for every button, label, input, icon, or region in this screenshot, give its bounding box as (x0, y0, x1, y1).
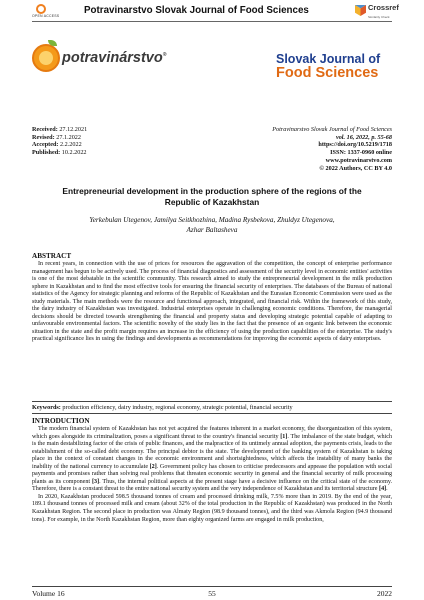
pubinfo-site-link[interactable]: www.potravinarstvo.com (325, 156, 392, 164)
keywords: Keywords: production efficiency, dairy industry, regional economy, strategic potential, financial security (32, 404, 293, 411)
footer-page-number: 55 (208, 589, 216, 598)
sjfs-logo (276, 53, 380, 81)
open-access-label: OPEN ACCESS (32, 14, 60, 18)
article-title: Entrepreneurial development in the production sphere of the regions of the Republic of Kazakhstan (62, 186, 362, 207)
pubinfo-volume: vol. 16, 2022, p. 55-68 (335, 133, 392, 141)
citation-4[interactable]: [4] (379, 486, 387, 493)
citation-2[interactable]: [2] (149, 463, 157, 470)
date-revised: Revised: 27.1.2022 (32, 133, 81, 141)
orange-icon (32, 44, 60, 72)
leaf-icon (48, 40, 57, 46)
footer-rule (32, 586, 392, 587)
pubinfo-copyright: © 2022 Authors, CC BY 4.0 (319, 164, 392, 172)
abstract-heading: ABSTRACT (32, 252, 72, 260)
publication-info (272, 126, 392, 172)
sjfs-logo-line2: Food Sciences (276, 65, 379, 81)
open-access-lock-icon (36, 4, 46, 14)
crossref-label: Crossref (368, 3, 399, 12)
potravinarstvo-logo (32, 44, 167, 84)
footer-volume: Volume 16 (32, 589, 65, 598)
potravinarstvo-wordmark: potravinárstvo® (62, 50, 167, 66)
date-published: Published: 10.2.2022 (32, 149, 87, 157)
open-access-logo (32, 4, 60, 20)
crossref-icon (355, 5, 366, 16)
article-dates (32, 126, 87, 157)
citation-1[interactable]: [1] (280, 433, 288, 440)
keywords-bottom-rule (32, 413, 392, 414)
sjfs-logo-line1: Slovak Journal of (276, 52, 381, 66)
introduction-paragraph-2: In 2020, Kazakhstan produced 598.5 thousand tonnes of cream and processed drinking milk, 7.5% more than in 2019. By the end of the year, 189.1 thousand tonnes of processed milk and cream (about 32% of the total production in the Republic of Kazakhstan) was produced in the North Kazakhstan Region. The second place in production was Almaty Region (98.9 thousand tonnes), and the third was Akmola Region (94.9 thousand tons). For example, in the North Kazakhstan Region, more than eighty organized farms are engaged in milk production, (32, 493, 392, 523)
pubinfo-journal: Potravinarstvo Slovak Journal of Food Sciences (272, 126, 392, 133)
crossref-sub-label: Similarity Check (368, 15, 390, 19)
citation-3[interactable]: [3] (92, 478, 100, 485)
pubinfo-doi-link[interactable]: https://doi.org/10.5219/1718 (318, 141, 392, 149)
introduction-heading: INTRODUCTION (32, 417, 90, 425)
date-received: Received: 27.12.2021 (32, 126, 88, 133)
introduction-paragraph-1: The modern financial system of Kazakhstan has not yet acquired the features inherent in a market economy, the disorganization of this system, which goes alongside its criminalization, poses a significant threat to the country's financial security [1]. The imbalance of the state budget, which is the main destabilizing factor of the crisis of public finances, and the malpractice of its untimely annual adoption, the payments crisis, leads to the establishment of the so-called debt economy. The principal debtor is the state. The development of the banking system of Kazakhstan is taking place in the context of constant changes in the economic environment and shortsightedness, which affects the instability of many banks the inability of the national currency to accumulate [2]. Government policy has chosen to criticise predecessors and appease the population with social payments and promises rather than solving real problems that threaten economic security in general and the financial security of milk processing plants as its component [3]. Thus, the internal political aspects at the present stage have a decisive influence on the critical state of the economy. Therefore, there is a constant threat to the entire national security system and the very independence of Kazakhstan and its territorial structure [4]. (32, 426, 393, 493)
article-authors: Yerkebulan Utegenov, Jamilya Seitkhozhina, Madina Rysbekova, Zhuldyz Utegenova, Azhar Baltasheva (89, 216, 335, 234)
introduction-text (32, 426, 392, 524)
journal-header-title: Potravinarstvo Slovak Journal of Food Sciences (84, 5, 309, 16)
keywords-top-rule (32, 401, 392, 402)
pubinfo-issn: ISSN: 1337-0960 online (330, 149, 392, 157)
header-divider (32, 21, 392, 22)
date-accepted: Accepted: 2.2.2022 (32, 141, 82, 149)
crossref-badge[interactable] (355, 3, 399, 21)
footer-year: 2022 (377, 589, 392, 598)
abstract-text: In recent years, in connection with the use of prices for resources the aggravation of the competition, the concept of enterprise performance management has begun to be actively used. The process of financial diagnostics and assessment of the security level in economic entities' activities is one of the most debatable in the scientific community. This research aimed to study the entrepreneurial development in the milk production sphere in Kazakhstan and to find the most effective tools for ensuring the financial security of enterprises. The databases of the Bureau of national statistics of the Agency for strategic planning and reforms of the Republic of Kazakhstan and the Eurasian Economic Commission were used as the study materials. The main methods were the resource and functional approach, integrated, and financial risk. Within the framework of this study, the dairy industry of Kazakhstan was investigated. Industrial enterprises operate in challenging economic conditions. Therefore, the managerial decisions should be directed towards strengthening the financial and property status and developing strategic potential capable of adapting to unfavourable environmental factors. The scientific novelty of the study lies in the fact that the presence of an organic link between the economic situation in the state and the profit margin requires an increase in the efficiency of using the production capabilities of the enterprise. The study's practical significance lies in using the findings and developments as recommendations for improving the economic aspects of dairy enterprises. (32, 261, 392, 343)
page-header (0, 0, 424, 22)
